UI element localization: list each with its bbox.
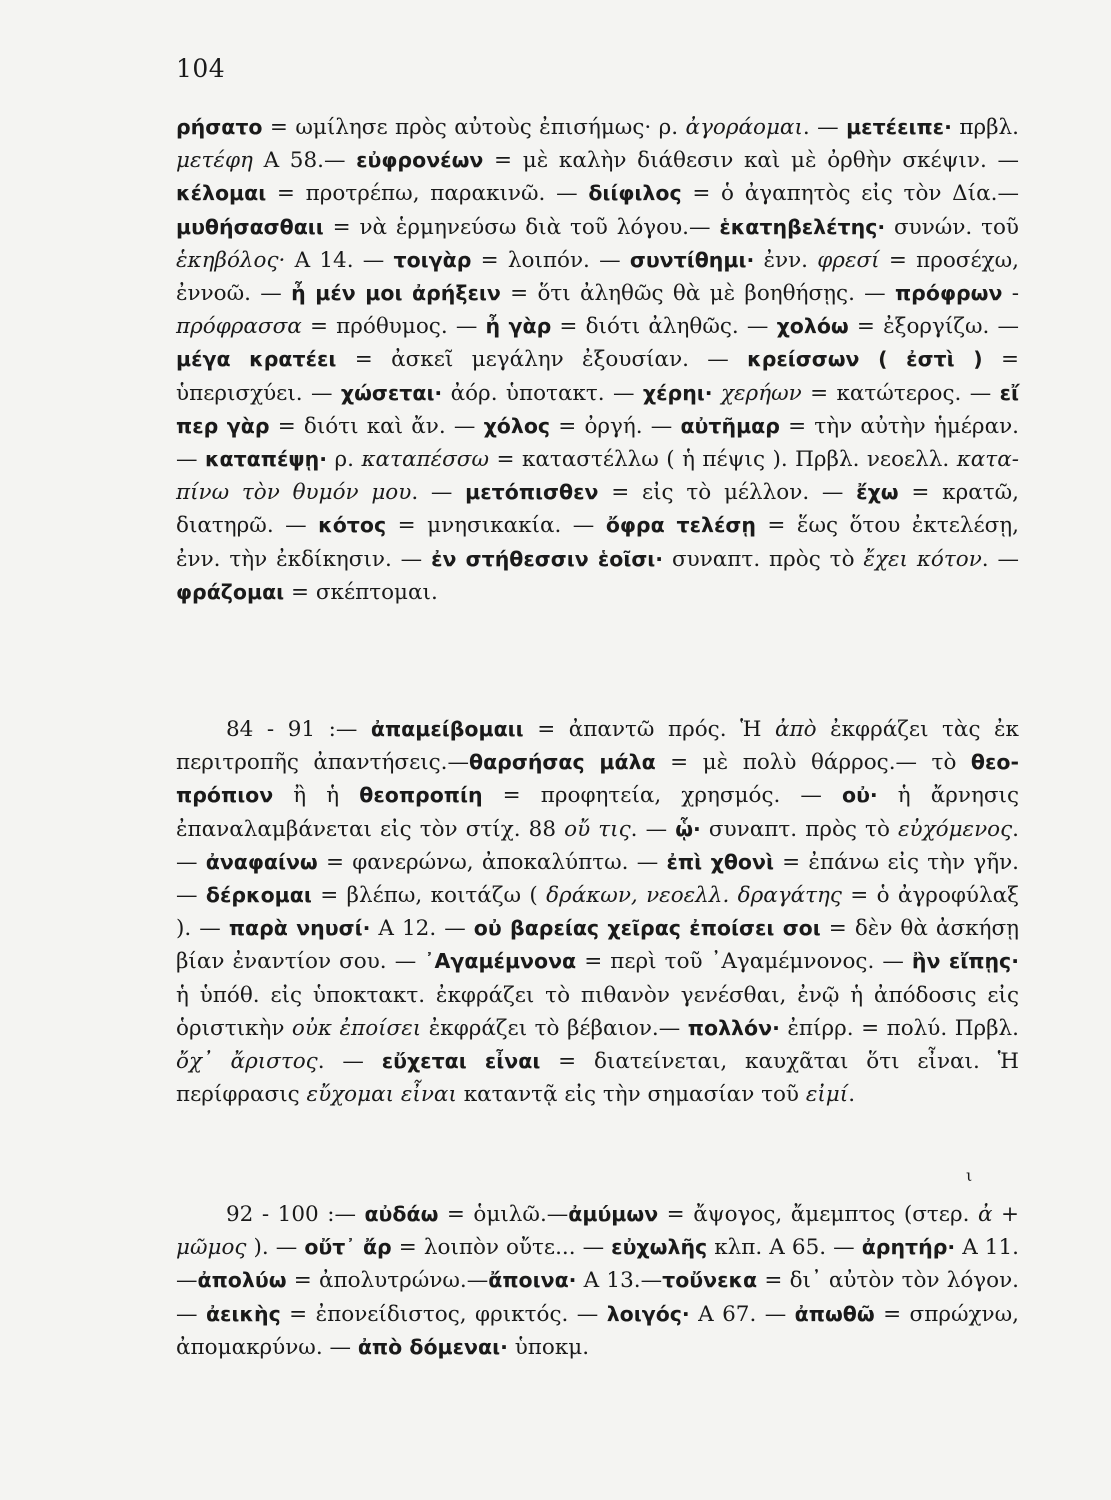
headword: οὔτ᾿ ἄρ bbox=[304, 1235, 392, 1260]
headword: μέγα κρατέει bbox=[176, 347, 337, 372]
headword: εὐφρονέων bbox=[356, 148, 484, 173]
headword: ὄφρα τελέσῃ bbox=[605, 513, 756, 538]
headword: ἀπωθῶ bbox=[794, 1301, 875, 1326]
headword: ἦ γὰρ bbox=[485, 314, 552, 339]
gloss-text: = καταστέλλω ( ἡ πέψις ). Πρβλ. νεοελλ. bbox=[489, 447, 957, 473]
headword: χόλος bbox=[483, 413, 551, 438]
gloss-text: = προτρέπω, παρακινῶ. — bbox=[266, 181, 589, 207]
gloss-text: 84 - 91 :— bbox=[226, 717, 371, 742]
gloss-text: = ἐπονείδιστος, φρικτός. — bbox=[280, 1301, 607, 1327]
gloss-text: = σπρώχνω, ἀπομακρύνω. — bbox=[176, 1301, 1019, 1360]
headword: ἀρητήρ· bbox=[861, 1235, 956, 1260]
gloss-text: = περὶ τοῦ ᾿Αγαμέμνονος. — bbox=[576, 949, 912, 975]
gloss-text bbox=[713, 381, 721, 406]
gloss-text: = κατώτερος. — bbox=[801, 380, 1000, 406]
commentary-paragraph-lines-1 bbox=[176, 111, 1019, 609]
italic-citation: ὄχ᾿ ἄριστος bbox=[176, 1049, 318, 1075]
gloss-text: = φανερώνω, ἀποκαλύπτω. — bbox=[317, 849, 667, 875]
gloss-text: = ὁ ἀγροφύλαξ ). — bbox=[176, 883, 1019, 942]
gloss-text: συνών. τοῦ bbox=[885, 214, 1019, 240]
italic-citation: ἀπὸ bbox=[774, 717, 817, 742]
headword: ἀπαμείβομαιι bbox=[370, 717, 524, 741]
italic-citation: δράκων, νεοελλ. δραγάτης bbox=[546, 883, 842, 909]
headword: λοιγός· bbox=[606, 1301, 690, 1326]
headword: ἑκατηβελέτης· bbox=[719, 214, 886, 239]
gloss-text: = δι᾿ αὐτὸν τὸν λόγον. — bbox=[176, 1268, 1019, 1327]
gloss-text: = διατείνεται, καυχᾶται ὅτι εἶναι. Ἡ περίφρασις bbox=[176, 1049, 1019, 1108]
gloss-text: ἡ ὑπόθ. εἰς ὑποκτακτ. ἐκφράζει τὸ πιθανὸν γενέσθαι, ἐνῷ ἡ ἀπόδοσις εἰς ὁριστικὴν bbox=[176, 982, 1019, 1041]
headword: κότος bbox=[318, 513, 387, 538]
gloss-text: = εἰς τὸ μέλλον. — bbox=[598, 480, 857, 506]
headword: χώσεται· bbox=[340, 380, 443, 405]
italic-citation: ἔχει κότον bbox=[863, 546, 982, 572]
gloss-text: . — bbox=[981, 546, 1019, 572]
gloss-text: . — bbox=[630, 816, 676, 842]
gloss-text: = μνησικακία. — bbox=[386, 513, 606, 539]
headword: εἴ περ γὰρ bbox=[176, 380, 1020, 438]
gloss-text: = δὲν θὰ ἀσκήσῃ βίαν ἐναντίον σου. — bbox=[176, 916, 1020, 975]
gloss-text: = ἄψογος, ἄμεμπτος (στερ. bbox=[658, 1202, 978, 1227]
headword: εὔχεται εἶναι bbox=[381, 1049, 541, 1074]
headword: μυθήσασθαιι bbox=[176, 214, 324, 239]
gloss-text: ἐκφράζει τὸ βέβαιον.— bbox=[421, 1015, 688, 1041]
gloss-text: Α 14. — bbox=[285, 247, 394, 273]
gloss-text: = ἀπολυτρώνω.— bbox=[286, 1268, 489, 1294]
headword: ἀπὸ δόμεναι· bbox=[357, 1334, 508, 1359]
headword: οὐ· bbox=[841, 783, 878, 808]
headword: ἢν εἴπῃς· bbox=[911, 949, 1019, 974]
gloss-text: 92 - 100 :— bbox=[226, 1202, 365, 1227]
gloss-text: = τὴν αὐτὴν ἡμέραν. — bbox=[176, 413, 1019, 473]
italic-citation: πρόφρασσα bbox=[176, 314, 302, 340]
headword: αὐδάω bbox=[364, 1202, 439, 1226]
italic-citation: ἀγοράομαι bbox=[685, 115, 803, 140]
gloss-text: . — bbox=[802, 115, 847, 140]
gloss-text: Α 11.— bbox=[176, 1235, 1020, 1294]
headword: ἦ μέν μοι ἀρήξειν bbox=[291, 281, 501, 306]
italic-citation: εὔχομαι εἶναι bbox=[306, 1082, 457, 1108]
headword: δέρκομαι bbox=[205, 883, 312, 908]
headword: πολλόν· bbox=[687, 1015, 780, 1040]
headword: αὐτῆμαρ bbox=[680, 413, 780, 438]
headword: φράζομαι bbox=[176, 579, 285, 604]
gloss-text: Α 67. — bbox=[689, 1301, 795, 1327]
gloss-text: = διότι καὶ ἄν. — bbox=[269, 413, 484, 439]
gloss-text: = ἀπαντῶ πρός. Ἡ bbox=[523, 717, 775, 742]
italic-citation: χερήων bbox=[720, 380, 802, 406]
headword: ἀεικὴς bbox=[205, 1301, 281, 1326]
gloss-text: = κρατῶ, διατηρῶ. — bbox=[176, 480, 1020, 539]
gloss-text: = μὲ πολὺ θάρρος.— τὸ bbox=[655, 750, 971, 776]
italic-citation: μετέφη bbox=[176, 148, 253, 174]
gloss-text: Α 13.— bbox=[576, 1268, 663, 1294]
gloss-text: = σκέπτομαι. bbox=[284, 579, 438, 605]
gloss-text: = λοιπὸν οὔτε... — bbox=[391, 1235, 612, 1261]
gloss-text: συναπτ. πρὸς τὸ bbox=[700, 816, 898, 842]
gloss-text: ρ. bbox=[327, 447, 362, 473]
gloss-text: . bbox=[848, 1082, 856, 1108]
headword: ἐν στήθεσσιν ἑοῖσι· bbox=[431, 546, 664, 571]
headword: ἀναφαίνω bbox=[205, 849, 318, 874]
gloss-text: . — bbox=[317, 1049, 382, 1075]
italic-citation: ἑκηβόλος· bbox=[176, 247, 286, 273]
gloss-text: συναπτ. πρὸς τὸ bbox=[663, 546, 864, 572]
headword: διίφιλος bbox=[588, 181, 682, 206]
headword: χέρηι· bbox=[642, 380, 713, 405]
headword: καταπέψῃ· bbox=[204, 447, 328, 472]
headword: κρείσσων ( ἐστὶ ) bbox=[747, 347, 983, 372]
headword: παρὰ νηυσί· bbox=[228, 916, 371, 941]
gloss-text: = προσέχω, ἐννοῶ. — bbox=[176, 247, 1020, 307]
gloss-text: = πρόθυμος. — bbox=[301, 314, 486, 340]
commentary-paragraph-lines-84-91 bbox=[176, 713, 1019, 1111]
gloss-text: ἡ ἄρνησις ἐπαναλαμβάνεται εἰς τὸν στίχ. 88 bbox=[176, 783, 1019, 842]
italic-citation: οὐκ ἐποίσει bbox=[291, 1015, 422, 1041]
gloss-text: = λοιπόν. — bbox=[471, 247, 630, 273]
gloss-text: = βλέπω, κοιτάζω ( bbox=[311, 883, 547, 909]
gloss-text: ἢ ἡ bbox=[273, 783, 360, 809]
gloss-text: ἐκφράζει τὰς ἐκ περιτροπῆς ἀπαντήσεις.— bbox=[176, 717, 1019, 776]
gloss-text: - bbox=[1002, 281, 1019, 307]
headword: συντίθημι· bbox=[629, 247, 755, 272]
gloss-text: κλπ. Α 65. — bbox=[707, 1235, 862, 1261]
gloss-text: = ὑπερισχύει. — bbox=[176, 347, 1019, 406]
gloss-text: . — bbox=[411, 480, 466, 506]
headword: ἀμύμων bbox=[568, 1202, 659, 1226]
headword: κέλομαι bbox=[176, 181, 267, 206]
headword: μετόπισθεν bbox=[465, 480, 599, 505]
gloss-text: = νὰ ἑρμηνεύσω διὰ τοῦ λόγου.— bbox=[323, 214, 720, 240]
gloss-text: = ωμίλησε πρὸς αὐτοὺς ἐπισήμως· ρ. bbox=[262, 115, 686, 140]
gloss-text: = ὅτι ἀληθῶς θὰ μὲ βοηθήσῃς. — bbox=[500, 281, 895, 307]
italic-citation: εἰμί bbox=[805, 1082, 849, 1108]
headword: θαρσήσας μάλα bbox=[469, 750, 656, 775]
gloss-text: = ἀσκεῖ μεγάλην ἐξουσίαν. — bbox=[336, 347, 748, 373]
headword: ρήσατο bbox=[176, 115, 263, 139]
headword: τοὔνεκα bbox=[662, 1268, 758, 1293]
gloss-text: = ἕως ὅτου ἐκτελέσῃ, ἐνν. τὴν ἐκδίκησιν. — bbox=[176, 513, 1020, 572]
gloss-text: = ἐξοργίζω. — bbox=[848, 314, 1019, 340]
headword: οὐ βαρείας χεῖρας ἐποίσει σοι bbox=[473, 916, 821, 941]
headword: ἐπὶ χθονὶ bbox=[666, 849, 774, 874]
stray-mark: ι bbox=[966, 1166, 973, 1185]
page-number: 104 bbox=[176, 54, 226, 83]
italic-citation: οὔ τις bbox=[564, 816, 631, 842]
gloss-text: Α 58.— bbox=[252, 148, 357, 174]
headword: μετέειπε· bbox=[846, 115, 952, 139]
gloss-text: = ὁμιλῶ.— bbox=[438, 1202, 569, 1227]
italic-citation: εὐχόμενος bbox=[898, 816, 1013, 842]
gloss-text: ἀόρ. ὑποτακτ. — bbox=[442, 380, 643, 406]
gloss-text: = ὀργή. — bbox=[550, 413, 681, 439]
gloss-text: = προφητεία, χρησμός. — bbox=[482, 783, 842, 809]
headword: ἔχω bbox=[856, 480, 899, 505]
italic-citation: καταπίνω τὸν θυμόν μου bbox=[176, 447, 1019, 506]
headword: ἀπολύω bbox=[197, 1268, 287, 1293]
gloss-text: ἐνν. bbox=[754, 247, 818, 273]
headword: πρόφρων bbox=[894, 281, 1003, 306]
gloss-text: ὑποκμ. bbox=[507, 1334, 590, 1360]
headword: εὐχωλῆς bbox=[611, 1235, 708, 1260]
headword: τοιγὰρ bbox=[393, 247, 472, 272]
headword: ᾧ· bbox=[675, 816, 701, 841]
headword: θεοπροπίη bbox=[359, 783, 483, 808]
gloss-text: . — bbox=[176, 816, 1019, 875]
gloss-text: ἐπίρρ. = πολύ. Πρβλ. bbox=[779, 1015, 1019, 1041]
gloss-text: = διότι ἀληθῶς. — bbox=[551, 314, 777, 340]
gloss-text: = μὲ καλὴν διάθεσιν καὶ μὲ ὀρθὴν σκέψιν. — bbox=[483, 148, 1019, 174]
gloss-text: = ὁ ἀγαπητὸς εἰς τὸν Δία.— bbox=[681, 181, 1019, 207]
headword: ᾿Αγαμέμνονα bbox=[424, 949, 577, 974]
gloss-text: = ἐπάνω εἰς τὴν γῆν. — bbox=[176, 849, 1019, 909]
italic-citation: φρεσί bbox=[817, 247, 880, 273]
headword: χολόω bbox=[776, 314, 849, 339]
gloss-text: Α 12. — bbox=[370, 916, 474, 942]
gloss-text: ). — bbox=[246, 1235, 305, 1261]
gloss-text: πρβλ. bbox=[951, 115, 1019, 140]
italic-citation: ἀ + μῶμος bbox=[176, 1202, 1019, 1261]
headword: θεοπρόπιον bbox=[176, 750, 1019, 808]
commentary-paragraph-lines-92-100 bbox=[176, 1198, 1019, 1364]
italic-citation: καταπέσσω bbox=[361, 447, 490, 473]
headword: ἄποινα· bbox=[488, 1268, 577, 1293]
gloss-text: καταντᾷ εἰς τὴν σημασίαν τοῦ bbox=[456, 1082, 806, 1108]
